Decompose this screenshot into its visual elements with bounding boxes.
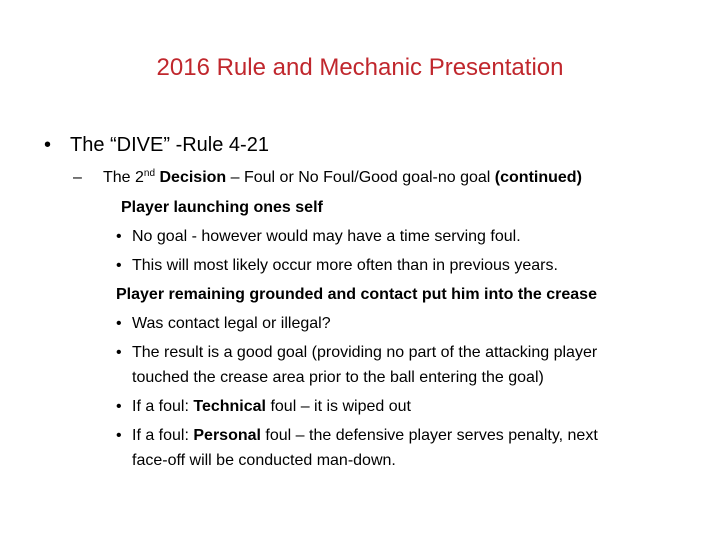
section2-item-4 [116, 425, 598, 447]
section1-item-1 [116, 226, 521, 248]
dash-icon: – [73, 169, 82, 186]
section2-item-3 [116, 396, 411, 418]
bullet-icon: • [44, 134, 52, 156]
section2-item-1-text: Was contact legal or illegal? [132, 315, 331, 332]
section2-item-4-prefix: If a foul: [132, 427, 194, 444]
section1-item-2-text: This will most likely occur more often than in previous years. [132, 257, 558, 274]
section1-item-2 [116, 255, 558, 277]
bullet-icon: • [116, 427, 122, 444]
main-bullet-point [44, 131, 269, 159]
section2-item-4-bold: Personal [193, 427, 261, 444]
section2-item-1 [116, 313, 331, 335]
bullet-icon: • [116, 398, 122, 415]
bullet-icon: • [116, 228, 122, 245]
section2-item-3-prefix: If a foul: [132, 398, 194, 415]
section1-heading: Player launching ones self [121, 199, 323, 216]
section2-item-2-continuation: touched the crease area prior to the ball entering the goal) [132, 369, 544, 386]
section1-item-1-text: No goal - however would may have a time serving foul. [132, 228, 521, 245]
decision-superscript: nd [143, 168, 156, 179]
section2-item-4-rest: foul – the defensive player serves penalty, next [260, 427, 598, 444]
decision-continued: (continued) [494, 169, 582, 186]
decision-line [73, 167, 582, 189]
decision-prefix: The 2 [103, 169, 144, 186]
bullet-icon: • [116, 315, 122, 332]
main-point-text: The “DIVE” -Rule 4-21 [70, 134, 269, 156]
section2-item-4-continuation: face-off will be conducted man-down. [132, 452, 396, 469]
bullet-icon: • [116, 257, 122, 274]
section2-item-2-text: The result is a good goal (providing no part of the attacking player [132, 344, 598, 361]
section2-item-3-rest: foul – it is wiped out [266, 398, 411, 415]
slide-title: 2016 Rule and Mechanic Presentation [156, 54, 564, 81]
decision-bold: Decision [155, 169, 227, 186]
section2-item-3-bold: Technical [193, 398, 266, 415]
section2-item-2 [116, 342, 597, 364]
section2-heading: Player remaining grounded and contact put him into the crease [116, 286, 597, 303]
decision-middle: – Foul or No Foul/Good goal-no goal [226, 169, 495, 186]
bullet-icon: • [116, 344, 122, 361]
